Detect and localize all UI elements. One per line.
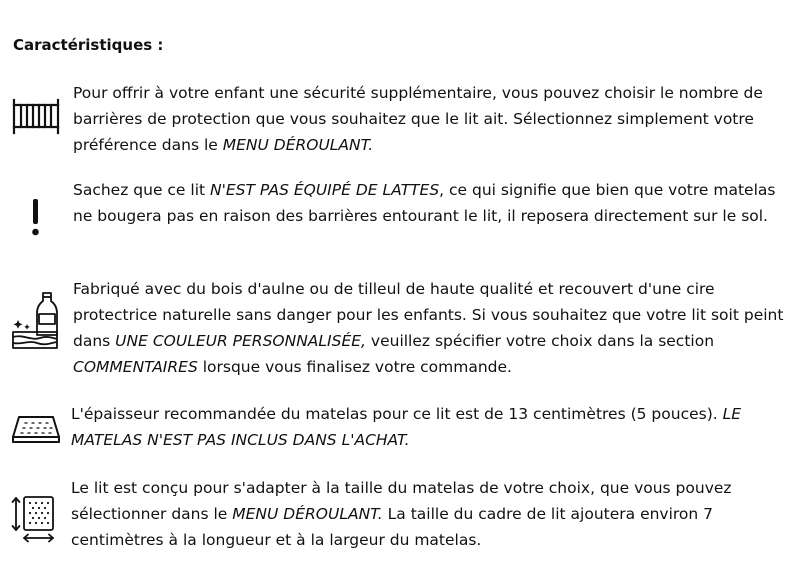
wax-bottle-wood-icon [10, 290, 62, 352]
mattress-icon [10, 413, 62, 447]
exclamation-icon [10, 195, 62, 239]
feature-wood-wax-text: Fabriqué avec du bois d'aulne ou de tilleul de haute qualité et recouvert d'une cire protectrice naturelle sans danger pour les enfants. Si vous souhaitez que votre lit soit peint dans UNE COULEUR PERSONNALISÉE, veuillez spécifier votre choix dans la section COMMENTAIRES lorsque vous finalisez votre commande. [73, 280, 784, 376]
feature-no-slats-text: Sachez que ce lit N'EST PAS ÉQUIPÉ DE LATTES, ce qui signifie que bien que votre matelas ne bougera pas en raison des barrières entourant le lit, il reposera directement sur le sol. [73, 181, 776, 225]
mattress-size-icon [10, 493, 62, 545]
page-heading: Caractéristiques : [13, 36, 164, 54]
feature-mattress-thickness-text: L'épaisseur recommandée du matelas pour ce lit est de 13 centimètres (5 pouces). LE MATELAS N'EST PAS INCLUS DANS L'ACHAT. [71, 405, 742, 449]
crib-icon [10, 96, 62, 136]
feature-mattress-size-text: Le lit est conçu pour s'adapter à la taille du matelas de votre choix, que vous pouvez sélectionner dans le MENU DÉROULANT. La taille du cadre de lit ajoutera environ 7 centimètres à la longueur et à la largeur du matelas. [71, 479, 732, 549]
feature-barriers-text: Pour offrir à votre enfant une sécurité supplémentaire, vous pouvez choisir le nombre de barrières de protection que vous souhaitez que le lit ait. Sélectionnez simplement votre préférence dans le MENU DÉROULANT. [73, 84, 763, 154]
